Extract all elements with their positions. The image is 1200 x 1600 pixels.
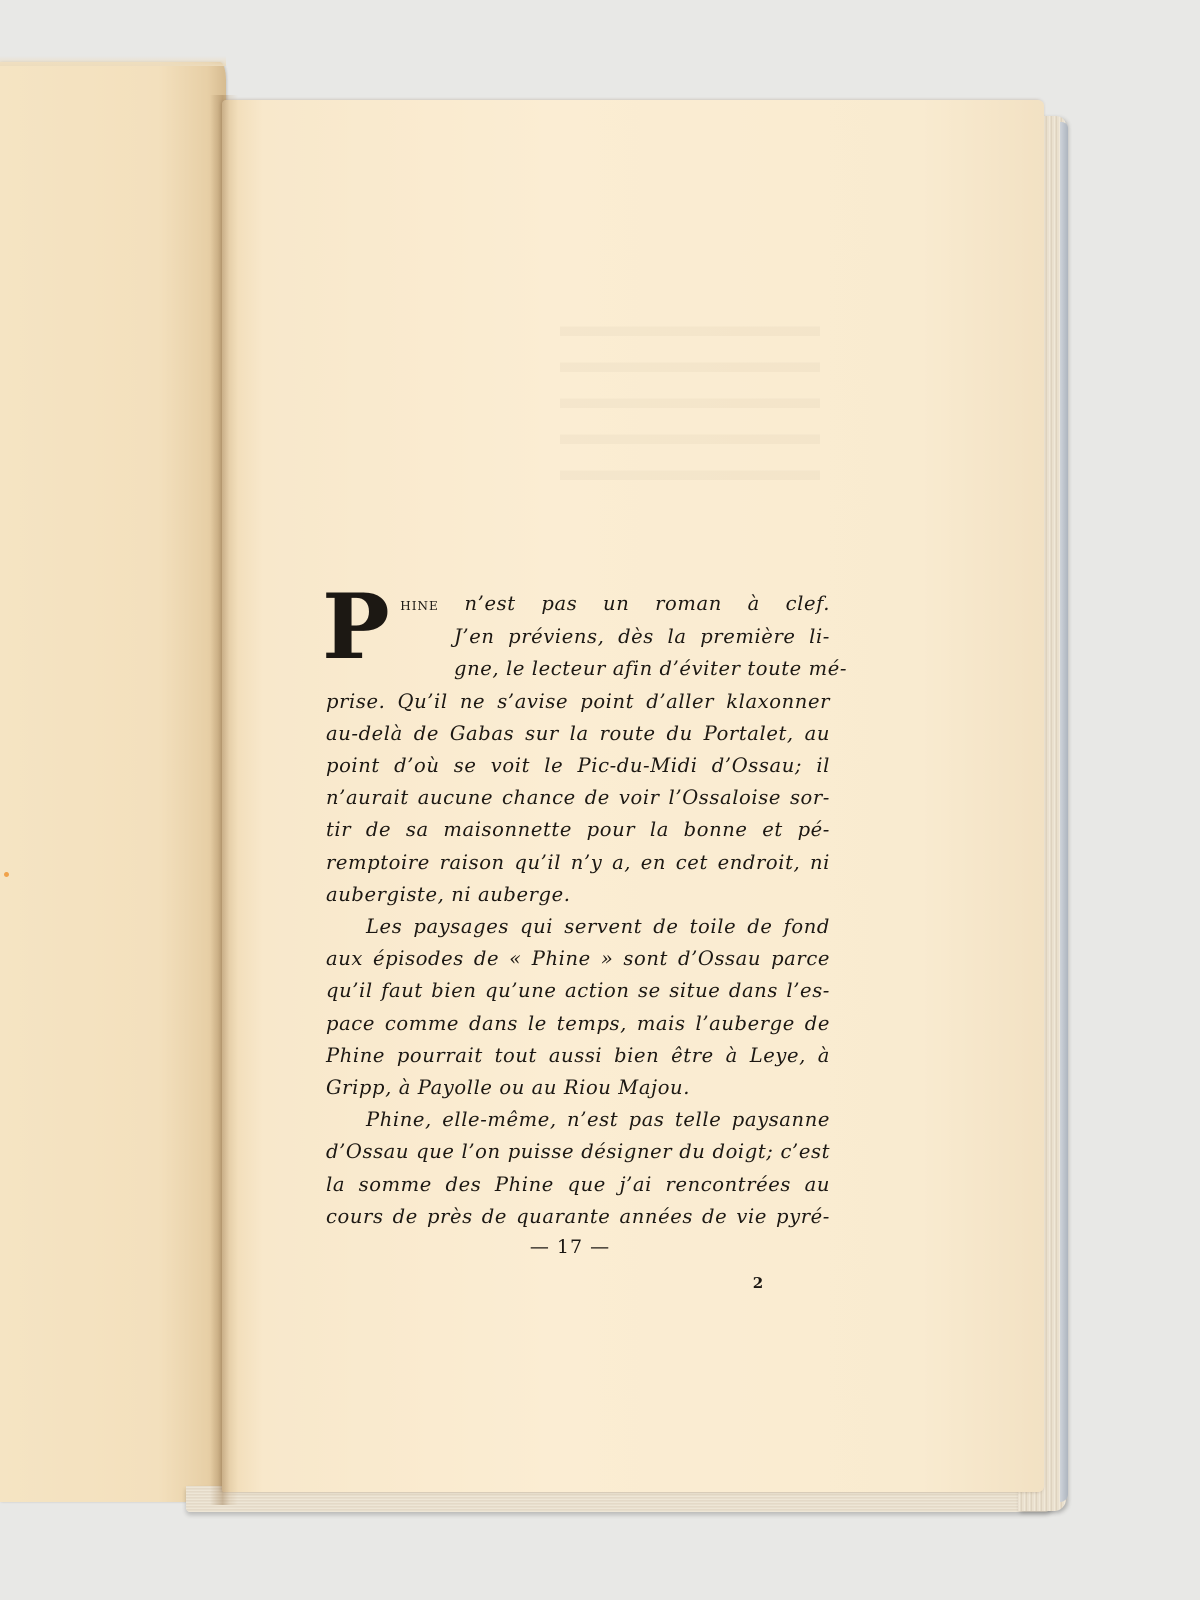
cover-edge (1060, 122, 1068, 1502)
page-number: — 17 — (529, 1236, 611, 1258)
text-line-4: prise. Qu’il ne s’avise point d’aller klaxonner (326, 689, 830, 713)
text-line-10: aubergiste, ni auberge. (326, 882, 571, 906)
line-text: n’est pas un roman à clef. (438, 592, 830, 615)
text-line-9: remptoire raison qu’il n’y a, en cet endroit, ni (326, 850, 830, 874)
text-line-3: gne, le lecteur afin d’éviter toute mé- (454, 657, 848, 681)
text-line-12: aux épisodes de « Phine » sont d’Ossau parce (326, 947, 830, 971)
signature-mark: 2 (752, 1274, 764, 1292)
text-line-19: la somme des Phine que j’ai rencontrées au (326, 1172, 830, 1196)
text-line-17: Phine, elle-même, n’est pas telle paysanne (366, 1108, 830, 1132)
paper-stain (4, 872, 9, 877)
left-page (0, 62, 226, 1502)
text-line-11: Les paysages qui servent de toile de fond (366, 915, 830, 939)
left-page-top-edge (0, 56, 226, 66)
text-line-18: d’Ossau que l’on puisse désigner du doigt; c’est (326, 1140, 830, 1164)
text-line-1 (326, 588, 830, 621)
text-line-8: tir de sa maisonnette pour la bonne et pé- (326, 818, 830, 842)
show-through-text (560, 300, 820, 480)
text-line-6: point d’où se voit le Pic-du-Midi d’Ossau; il (326, 754, 830, 778)
text-line-20: cours de près de quarante années de vie pyré- (326, 1204, 830, 1228)
text-line-13: qu’il faut bien qu’une action se situe dans l’es- (326, 979, 830, 1003)
drop-cap: P (322, 574, 391, 680)
text-line-7: n’aurait aucune chance de voir l’Ossaloise sor- (326, 786, 830, 810)
text-line-16: Gripp, à Payolle ou au Riou Majou. (326, 1076, 690, 1100)
text-line-5: au-delà de Gabas sur la route du Portalet, au (326, 721, 830, 745)
small-caps-word: hine (400, 595, 439, 615)
book-gutter (210, 95, 238, 1505)
text-line-15: Phine pourrait tout aussi bien être à Leye, à (326, 1043, 830, 1067)
body-text (322, 574, 848, 1233)
text-line-2: J’en préviens, dès la première li- (454, 625, 830, 649)
text-line-14: pace comme dans le temps, mais l’auberge de (326, 1011, 830, 1035)
